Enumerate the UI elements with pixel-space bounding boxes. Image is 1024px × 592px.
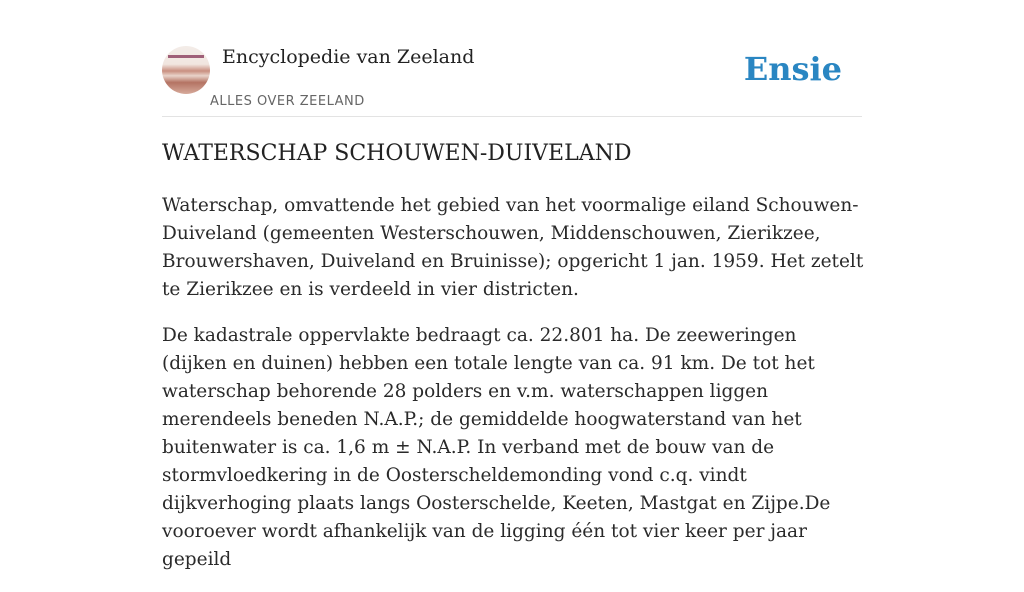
article-paragraph: De kadastrale oppervlakte bedraagt ca. 22.801 ha. De zeeweringen (dijken en duinen) hebben een totale lengte van ca. 91 km. De tot het waterschap behorende 28 polders en v.m. waterschappen liggen merendeels beneden N.A.P.; de gemiddelde hoogwaterstand van het buitenwater is ca. 1,6 m ± N.A.P. In verband met de bouw van de stormvloedkering in de Oosterscheldemonding vond c.q. vindt dijkverhoging plaats langs Oosterschelde, Keeten, Mastgat en Zijpe.De vooroever wordt afhankelijk van de ligging één tot vier keer per jaar gepeild xyxy=(162,325,831,570)
avatar-image-detail xyxy=(168,55,204,58)
source-avatar[interactable] xyxy=(162,46,210,94)
article-paragraph: Waterschap, omvattende het gebied van het voormalige eiland Schouwen-Duiveland (gemeenten Westerschouwen, Middenschouwen, Zierikzee, Brouwershaven, Duiveland en Bruinisse); opgericht 1 jan. 1959. Het zetelt te Zierikzee en is verdeeld in vier districten. xyxy=(162,195,864,300)
source-header xyxy=(162,44,862,117)
article-title: WATERSCHAP SCHOUWEN-DUIVELAND xyxy=(162,141,632,166)
article-body xyxy=(162,192,864,592)
brand-logo[interactable]: Ensie xyxy=(743,50,842,88)
source-subtitle: ALLES OVER ZEELAND xyxy=(210,94,365,109)
source-title[interactable]: Encyclopedie van Zeeland xyxy=(222,46,475,68)
